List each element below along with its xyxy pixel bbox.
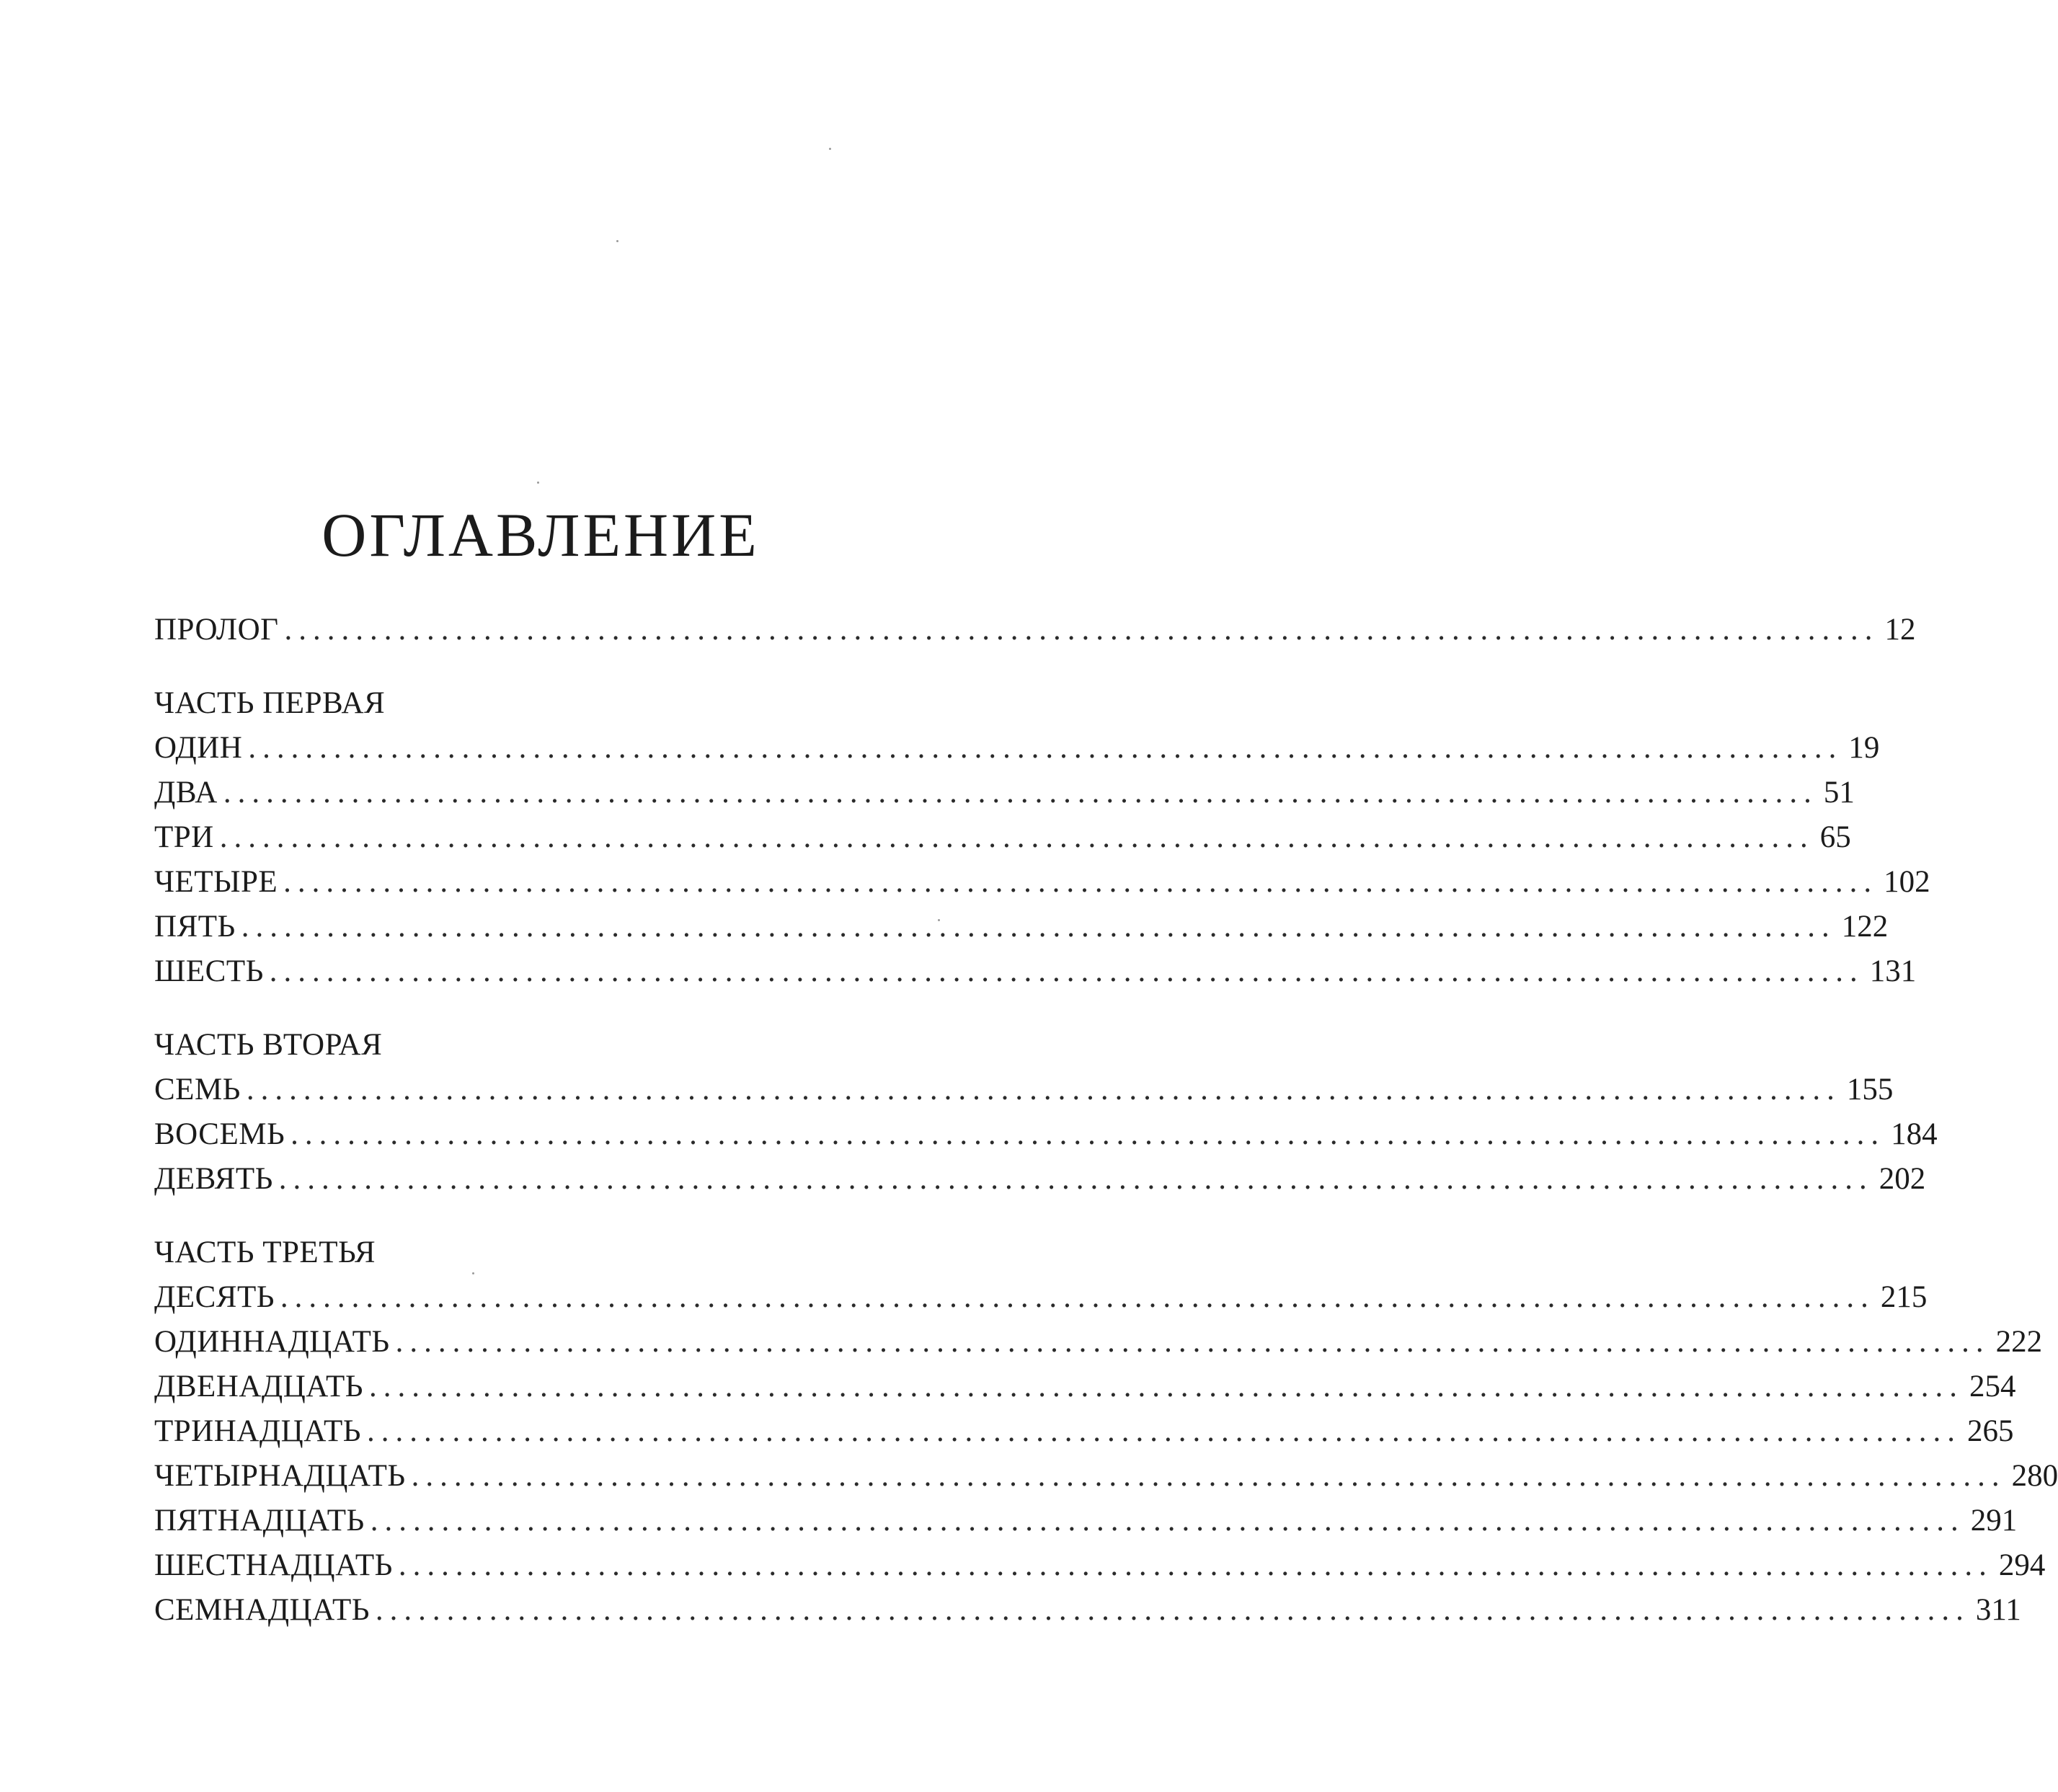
toc-entry[interactable]	[154, 1365, 2016, 1409]
toc-entry[interactable]	[154, 1454, 2058, 1499]
dot-leader: ................................................................................................................	[375, 1593, 1970, 1627]
dot-leader: ................................................................................................................	[219, 820, 1814, 854]
dot-leader: ................................................................................................................	[246, 1073, 1841, 1106]
toc-entry[interactable]	[154, 860, 1930, 905]
toc-entry[interactable]	[154, 1112, 1938, 1157]
toc-entry-page: 280	[2011, 1459, 2058, 1493]
toc-entry-page: 291	[1970, 1504, 2018, 1538]
toc-entry-label: ВОСЕМЬ	[154, 1117, 285, 1151]
toc-entry-page: 131	[1869, 954, 1917, 988]
toc-entry-page: 51	[1823, 776, 1855, 809]
toc-entry[interactable]	[154, 949, 1917, 994]
dot-leader: ................................................................................................................	[370, 1504, 1965, 1538]
toc-entry-page: 202	[1879, 1162, 1926, 1196]
toc-entry-page: 311	[1975, 1593, 2021, 1627]
toc-entry[interactable]	[154, 1499, 2018, 1543]
toc-entry-label: ПЯТЬ	[154, 910, 236, 944]
toc-entry-page: 122	[1841, 910, 1889, 944]
toc-entry-label: ДЕВЯТЬ	[154, 1162, 273, 1196]
toc-entry[interactable]	[154, 1588, 2021, 1633]
toc-entry-page: 184	[1891, 1117, 1938, 1151]
dot-leader: ................................................................................................................	[269, 954, 1864, 988]
toc-entry[interactable]	[154, 1157, 1926, 1202]
part-heading: ЧАСТЬ ПЕРВАЯ	[154, 686, 386, 720]
dot-leader: ................................................................................................................	[241, 910, 1836, 944]
toc-entry-label: ПЯТНАДЦАТЬ	[154, 1504, 365, 1538]
scan-speck	[829, 148, 831, 150]
toc-entry-label: ДВА	[154, 776, 218, 809]
toc-entry-label: ЧЕТЫРНАДЦАТЬ	[154, 1459, 406, 1493]
toc-entry-label: СЕМЬ	[154, 1073, 241, 1106]
dot-leader: ................................................................................................................	[280, 1280, 1875, 1314]
toc-entry-label: ЧЕТЫРЕ	[154, 865, 278, 899]
part-heading: ЧАСТЬ ВТОРАЯ	[154, 1028, 383, 1062]
toc-entry-page: 65	[1819, 820, 1851, 854]
toc-entry-page: 215	[1880, 1280, 1928, 1314]
scan-speck	[616, 240, 618, 242]
toc-entry-page: 222	[1995, 1325, 2043, 1359]
dot-leader: ................................................................................................................	[398, 1548, 1993, 1582]
toc-entry[interactable]	[154, 771, 1855, 815]
dot-leader: ................................................................................................................	[369, 1370, 1964, 1403]
toc-entry-page: 12	[1884, 613, 1916, 647]
page-title: ОГЛАВЛЕНИЕ	[321, 500, 760, 569]
toc-entry[interactable]	[154, 905, 1889, 949]
toc-entry-page: 19	[1848, 731, 1880, 765]
toc-entry[interactable]	[154, 1068, 1894, 1112]
toc-entry[interactable]	[154, 1543, 2046, 1588]
toc-entry-page: 294	[1998, 1548, 2046, 1582]
toc-entry-label: ОДИННАДЦАТЬ	[154, 1325, 390, 1359]
toc-entry[interactable]	[154, 1409, 2014, 1454]
toc-entry-page: 254	[1969, 1370, 2016, 1403]
toc-entry-label: ТРИНАДЦАТЬ	[154, 1414, 361, 1448]
toc-entry[interactable]	[154, 1275, 1928, 1320]
toc-entry-label: ДЕСЯТЬ	[154, 1280, 275, 1314]
dot-leader: ................................................................................................................	[248, 731, 1843, 765]
dot-leader: ................................................................................................................	[395, 1325, 1990, 1359]
toc-entry-label: ШЕСТНАДЦАТЬ	[154, 1548, 393, 1582]
toc-entry-label: ТРИ	[154, 820, 214, 854]
toc-entry-label: ПРОЛОГ	[154, 613, 279, 647]
toc-entry-prologue[interactable]	[154, 608, 1916, 652]
toc-entry-label: СЕМНАДЦАТЬ	[154, 1593, 370, 1627]
part-heading: ЧАСТЬ ТРЕТЬЯ	[154, 1236, 376, 1269]
toc-entry-page: 102	[1884, 865, 1930, 899]
dot-leader: ................................................................................................................	[223, 776, 1818, 809]
dot-leader: ................................................................................................................	[411, 1459, 2006, 1493]
table-of-contents	[154, 608, 2058, 1633]
toc-entry[interactable]	[154, 726, 1880, 771]
toc-entry-page: 265	[1966, 1414, 2014, 1448]
toc-entry-label: ДВЕНАДЦАТЬ	[154, 1370, 364, 1403]
toc-entry[interactable]	[154, 815, 1851, 860]
dot-leader: ................................................................................................................	[283, 865, 1879, 899]
toc-entry-label: ШЕСТЬ	[154, 954, 264, 988]
toc-entry-page: 155	[1846, 1073, 1894, 1106]
toc-entry-label: ОДИН	[154, 731, 243, 765]
scan-speck	[537, 482, 539, 484]
dot-leader: ................................................................................................................	[278, 1162, 1873, 1196]
dot-leader: ................................................................................................................	[366, 1414, 1961, 1448]
dot-leader: ................................................................................................................	[290, 1117, 1886, 1151]
dot-leader: ................................................................................................................	[284, 613, 1879, 647]
toc-entry[interactable]	[154, 1320, 2043, 1365]
